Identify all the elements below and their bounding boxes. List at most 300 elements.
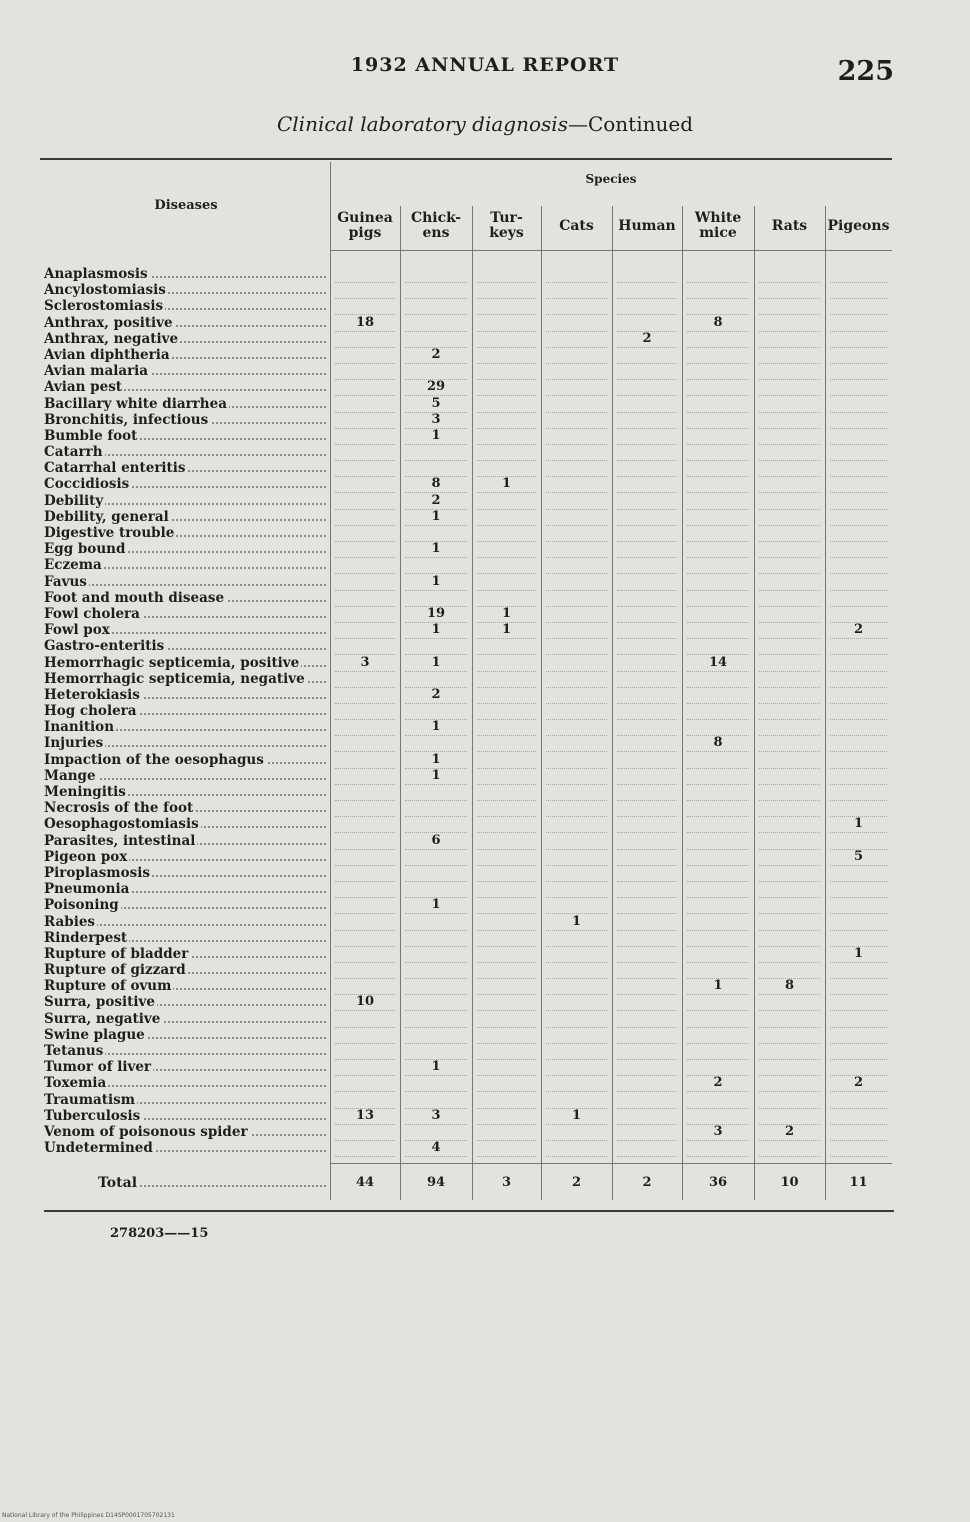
cell-pigeons bbox=[830, 590, 887, 607]
cell-white-mice: 8 bbox=[687, 315, 749, 332]
disease-name: Necrosis of the foot bbox=[44, 800, 194, 817]
disease-name: Tumor of liver bbox=[44, 1059, 152, 1076]
table-row bbox=[44, 849, 892, 865]
cell-rats bbox=[759, 428, 820, 445]
cell-white-mice bbox=[687, 282, 749, 299]
table-row bbox=[44, 946, 892, 962]
disease-name: Injuries bbox=[44, 735, 104, 752]
cell-chickens bbox=[405, 914, 467, 931]
cell-rats bbox=[759, 315, 820, 332]
cell-turkeys bbox=[477, 703, 536, 720]
cell-human bbox=[617, 557, 677, 574]
cell-chickens bbox=[405, 671, 467, 688]
cell-white-mice bbox=[687, 298, 749, 315]
table-row bbox=[44, 1043, 892, 1059]
cell-guinea-pigs bbox=[335, 574, 395, 591]
cell-turkeys bbox=[477, 897, 536, 914]
table-row bbox=[44, 525, 892, 541]
cell-human bbox=[617, 1059, 677, 1076]
cell-white-mice bbox=[687, 784, 749, 801]
disease-label bbox=[44, 541, 328, 557]
disease-name: Anthrax, negative bbox=[44, 330, 179, 347]
cell-rats bbox=[759, 606, 820, 623]
cell-chickens bbox=[405, 638, 467, 655]
cell-chickens: 4 bbox=[405, 1140, 467, 1157]
cell-rats bbox=[759, 266, 820, 283]
cell-human bbox=[617, 800, 677, 817]
cell-pigeons: 1 bbox=[830, 816, 887, 833]
disease-rows bbox=[44, 266, 892, 1156]
disease-name: Bronchitis, infectious bbox=[44, 411, 209, 428]
cell-pigeons bbox=[830, 1027, 887, 1044]
disease-label bbox=[44, 493, 328, 509]
cell-pigeons bbox=[830, 930, 887, 947]
cell-white-mice bbox=[687, 363, 749, 380]
cell-cats bbox=[546, 622, 607, 639]
cell-human bbox=[617, 622, 677, 639]
cell-white-mice: 2 bbox=[687, 1075, 749, 1092]
cell-chickens: 29 bbox=[405, 379, 467, 396]
cell-rats bbox=[759, 865, 820, 882]
table-row bbox=[44, 768, 892, 784]
diseases-column-header: Diseases bbox=[154, 198, 218, 213]
disease-label bbox=[44, 396, 328, 412]
cell-guinea-pigs bbox=[335, 1124, 395, 1141]
cell-pigeons bbox=[830, 509, 887, 526]
cell-pigeons bbox=[830, 525, 887, 542]
disease-name: Fowl cholera bbox=[44, 605, 140, 622]
cell-pigeons bbox=[830, 347, 887, 364]
disease-label bbox=[44, 1027, 328, 1043]
cell-turkeys bbox=[477, 1124, 536, 1141]
cell-chickens: 1 bbox=[405, 897, 467, 914]
cell-turkeys bbox=[477, 735, 536, 752]
cell-guinea-pigs bbox=[335, 444, 395, 461]
cell-pigeons bbox=[830, 444, 887, 461]
cell-cats: 1 bbox=[546, 1108, 607, 1125]
table-row bbox=[44, 476, 892, 492]
disease-name: Tuberculosis bbox=[44, 1107, 141, 1124]
cell-cats bbox=[546, 816, 607, 833]
cell-cats bbox=[546, 476, 607, 493]
cell-cats bbox=[546, 962, 607, 979]
cell-human bbox=[617, 719, 677, 736]
cell-cats bbox=[546, 1043, 607, 1060]
disease-name: Impaction of the oesophagus bbox=[44, 751, 264, 768]
cell-white-mice bbox=[687, 557, 749, 574]
disease-name: Pigeon pox bbox=[44, 848, 128, 865]
disease-name: Hemorrhagic septicemia, positive bbox=[44, 654, 300, 671]
cell-white-mice bbox=[687, 1011, 749, 1028]
cell-human bbox=[617, 541, 677, 558]
cell-turkeys bbox=[477, 493, 536, 510]
cell-rats bbox=[759, 671, 820, 688]
disease-label bbox=[44, 1092, 328, 1108]
cell-rats bbox=[759, 557, 820, 574]
cell-guinea-pigs bbox=[335, 865, 395, 882]
disease-label bbox=[44, 881, 328, 897]
cell-cats bbox=[546, 1124, 607, 1141]
table-row bbox=[44, 784, 892, 800]
cell-chickens: 2 bbox=[405, 687, 467, 704]
disease-label bbox=[44, 735, 328, 751]
cell-white-mice bbox=[687, 266, 749, 283]
cell-turkeys bbox=[477, 363, 536, 380]
disease-name: Rupture of gizzard bbox=[44, 962, 186, 979]
cell-turkeys bbox=[477, 800, 536, 817]
disease-label bbox=[44, 800, 328, 816]
cell-rats bbox=[759, 622, 820, 639]
cell-turkeys bbox=[477, 444, 536, 461]
cell-white-mice bbox=[687, 865, 749, 882]
cell-cats bbox=[546, 460, 607, 477]
cell-chickens bbox=[405, 865, 467, 882]
cell-human bbox=[617, 1027, 677, 1044]
disease-label bbox=[44, 719, 328, 735]
cell-pigeons bbox=[830, 1011, 887, 1028]
table-row bbox=[44, 655, 892, 671]
cell-turkeys bbox=[477, 509, 536, 526]
cell-pigeons bbox=[830, 460, 887, 477]
cell-rats bbox=[759, 460, 820, 477]
report-title: 1932 ANNUAL REPORT bbox=[350, 54, 620, 76]
column-header-white-mice: White mice bbox=[694, 210, 742, 241]
table-row bbox=[44, 671, 892, 687]
cell-cats bbox=[546, 541, 607, 558]
cell-turkeys bbox=[477, 1108, 536, 1125]
disease-label bbox=[44, 331, 328, 347]
cell-human bbox=[617, 833, 677, 850]
cell-pigeons bbox=[830, 476, 887, 493]
cell-white-mice bbox=[687, 347, 749, 364]
cell-rats bbox=[759, 476, 820, 493]
table-row bbox=[44, 396, 892, 412]
cell-chickens bbox=[405, 590, 467, 607]
cell-pigeons bbox=[830, 412, 887, 429]
cell-turkeys: 1 bbox=[477, 622, 536, 639]
cell-cats bbox=[546, 671, 607, 688]
species-group-header: Species bbox=[585, 172, 637, 186]
cell-cats bbox=[546, 557, 607, 574]
cell-turkeys bbox=[477, 655, 536, 672]
cell-pigeons: 5 bbox=[830, 849, 887, 866]
cell-chickens bbox=[405, 444, 467, 461]
table-row bbox=[44, 282, 892, 298]
cell-rats bbox=[759, 541, 820, 558]
disease-name: Foot and mouth disease bbox=[44, 589, 225, 606]
cell-human bbox=[617, 735, 677, 752]
table-row bbox=[44, 881, 892, 897]
cell-cats bbox=[546, 396, 607, 413]
disease-name: Bumble foot bbox=[44, 427, 138, 444]
cell-chickens: 5 bbox=[405, 396, 467, 413]
disease-name: Avian diphtheria bbox=[44, 346, 170, 363]
disease-label bbox=[44, 768, 328, 784]
cell-cats bbox=[546, 315, 607, 332]
disease-label bbox=[44, 978, 328, 994]
cell-cats: 1 bbox=[546, 914, 607, 931]
cell-chickens bbox=[405, 994, 467, 1011]
cell-turkeys bbox=[477, 1027, 536, 1044]
disease-name: Favus bbox=[44, 573, 87, 590]
cell-chickens bbox=[405, 266, 467, 283]
cell-white-mice bbox=[687, 525, 749, 542]
table-row bbox=[44, 914, 892, 930]
table-row bbox=[44, 557, 892, 573]
cell-human bbox=[617, 493, 677, 510]
table-row bbox=[44, 347, 892, 363]
cell-rats bbox=[759, 493, 820, 510]
cell-chickens: 19 bbox=[405, 606, 467, 623]
cell-pigeons: 2 bbox=[830, 622, 887, 639]
cell-human bbox=[617, 525, 677, 542]
disease-name: Piroplasmosis bbox=[44, 864, 150, 881]
cell-pigeons bbox=[830, 1043, 887, 1060]
cell-white-mice bbox=[687, 849, 749, 866]
cell-white-mice bbox=[687, 476, 749, 493]
cell-chickens bbox=[405, 978, 467, 995]
disease-label bbox=[44, 574, 328, 590]
cell-rats bbox=[759, 881, 820, 898]
cell-rats bbox=[759, 833, 820, 850]
cell-chickens: 3 bbox=[405, 1108, 467, 1125]
disease-label bbox=[44, 930, 328, 946]
cell-white-mice bbox=[687, 396, 749, 413]
cell-guinea-pigs bbox=[335, 363, 395, 380]
cell-pigeons bbox=[830, 897, 887, 914]
cell-human bbox=[617, 1092, 677, 1109]
cell-chickens bbox=[405, 946, 467, 963]
table-row bbox=[44, 428, 892, 444]
cell-white-mice bbox=[687, 428, 749, 445]
cell-pigeons bbox=[830, 541, 887, 558]
cell-guinea-pigs bbox=[335, 606, 395, 623]
cell-chickens bbox=[405, 1124, 467, 1141]
total-row bbox=[44, 1168, 892, 1198]
cell-human bbox=[617, 1124, 677, 1141]
cell-cats bbox=[546, 1027, 607, 1044]
disease-label bbox=[44, 379, 328, 395]
cell-chickens: 1 bbox=[405, 509, 467, 526]
cell-cats bbox=[546, 331, 607, 348]
cell-cats bbox=[546, 347, 607, 364]
cell-guinea-pigs bbox=[335, 1027, 395, 1044]
table-row bbox=[44, 298, 892, 314]
disease-name: Ancylostomiasis bbox=[44, 282, 166, 299]
cell-white-mice: 1 bbox=[687, 978, 749, 995]
cell-human bbox=[617, 655, 677, 672]
cell-human bbox=[617, 298, 677, 315]
disease-name: Digestive trouble bbox=[44, 525, 175, 541]
cell-white-mice bbox=[687, 541, 749, 558]
disease-label bbox=[44, 266, 328, 282]
cell-guinea-pigs bbox=[335, 638, 395, 655]
cell-human bbox=[617, 930, 677, 947]
cell-white-mice bbox=[687, 460, 749, 477]
total-chickens: 94 bbox=[426, 1175, 446, 1190]
cell-rats bbox=[759, 1108, 820, 1125]
cell-turkeys bbox=[477, 428, 536, 445]
cell-guinea-pigs bbox=[335, 946, 395, 963]
cell-guinea-pigs bbox=[335, 1043, 395, 1060]
cell-pigeons bbox=[830, 1108, 887, 1125]
table-row bbox=[44, 865, 892, 881]
cell-guinea-pigs bbox=[335, 396, 395, 413]
cell-chickens: 8 bbox=[405, 476, 467, 493]
cell-rats bbox=[759, 347, 820, 364]
cell-turkeys bbox=[477, 460, 536, 477]
cell-chickens bbox=[405, 1011, 467, 1028]
cell-chickens bbox=[405, 816, 467, 833]
cell-white-mice bbox=[687, 1043, 749, 1060]
cell-rats bbox=[759, 914, 820, 931]
cell-cats bbox=[546, 784, 607, 801]
disease-label bbox=[44, 509, 328, 525]
cell-rats bbox=[759, 1043, 820, 1060]
table-row bbox=[44, 978, 892, 994]
disease-label bbox=[44, 315, 328, 331]
cell-chickens: 1 bbox=[405, 1059, 467, 1076]
disease-name: Egg bound bbox=[44, 541, 126, 558]
cell-human bbox=[617, 978, 677, 995]
cell-chickens bbox=[405, 881, 467, 898]
cell-white-mice bbox=[687, 946, 749, 963]
disease-name: Rabies bbox=[44, 913, 96, 930]
cell-chickens bbox=[405, 363, 467, 380]
cell-guinea-pigs bbox=[335, 266, 395, 283]
total-rats: 10 bbox=[780, 1175, 799, 1190]
cell-pigeons bbox=[830, 298, 887, 315]
disease-name: Venom of poisonous spider bbox=[44, 1123, 248, 1140]
cell-white-mice bbox=[687, 493, 749, 510]
table-row bbox=[44, 590, 892, 606]
cell-pigeons: 1 bbox=[830, 946, 887, 963]
cell-human bbox=[617, 412, 677, 429]
disease-name: Oesophagostomiasis bbox=[44, 816, 199, 833]
caption-continued: —Continued bbox=[567, 112, 694, 136]
header-separator bbox=[330, 250, 892, 251]
cell-human bbox=[617, 379, 677, 396]
cell-chickens bbox=[405, 800, 467, 817]
cell-rats: 2 bbox=[759, 1124, 820, 1141]
cell-pigeons bbox=[830, 719, 887, 736]
cell-cats bbox=[546, 735, 607, 752]
table-row bbox=[44, 331, 892, 347]
cell-guinea-pigs bbox=[335, 719, 395, 736]
disease-label bbox=[44, 671, 328, 687]
disease-label bbox=[44, 752, 328, 768]
cell-turkeys bbox=[477, 687, 536, 704]
table-row bbox=[44, 460, 892, 476]
cell-human bbox=[617, 428, 677, 445]
cell-pigeons bbox=[830, 962, 887, 979]
cell-chickens bbox=[405, 525, 467, 542]
cell-turkeys bbox=[477, 1043, 536, 1060]
cell-turkeys bbox=[477, 833, 536, 850]
cell-chickens bbox=[405, 1027, 467, 1044]
cell-pigeons bbox=[830, 493, 887, 510]
cell-guinea-pigs bbox=[335, 493, 395, 510]
cell-guinea-pigs bbox=[335, 687, 395, 704]
total-label-text: Total bbox=[44, 1175, 139, 1191]
cell-white-mice bbox=[687, 881, 749, 898]
table-row bbox=[44, 266, 892, 282]
cell-rats bbox=[759, 1092, 820, 1109]
table-row bbox=[44, 574, 892, 590]
disease-label bbox=[44, 282, 328, 298]
table-row bbox=[44, 1140, 892, 1156]
disease-name: Hog cholera bbox=[44, 703, 137, 720]
cell-turkeys bbox=[477, 865, 536, 882]
table-row bbox=[44, 638, 892, 654]
cell-turkeys bbox=[477, 557, 536, 574]
disease-label bbox=[44, 994, 328, 1010]
cell-pigeons bbox=[830, 978, 887, 995]
cell-human bbox=[617, 282, 677, 299]
print-code: 278203——15 bbox=[110, 1226, 209, 1241]
disease-name: Bacillary white diarrhea bbox=[44, 395, 227, 412]
disease-label bbox=[44, 347, 328, 363]
cell-pigeons bbox=[830, 994, 887, 1011]
cell-guinea-pigs bbox=[335, 622, 395, 639]
cell-cats bbox=[546, 946, 607, 963]
cell-turkeys bbox=[477, 978, 536, 995]
cell-guinea-pigs bbox=[335, 1140, 395, 1157]
cell-rats bbox=[759, 994, 820, 1011]
cell-white-mice bbox=[687, 719, 749, 736]
cell-rats bbox=[759, 719, 820, 736]
table-row bbox=[44, 897, 892, 913]
cell-chickens: 1 bbox=[405, 574, 467, 591]
cell-cats bbox=[546, 428, 607, 445]
cell-turkeys bbox=[477, 930, 536, 947]
cell-rats bbox=[759, 752, 820, 769]
cell-human bbox=[617, 881, 677, 898]
cell-rats bbox=[759, 962, 820, 979]
cell-white-mice bbox=[687, 930, 749, 947]
disease-name: Debility bbox=[44, 492, 104, 509]
cell-rats bbox=[759, 687, 820, 704]
cell-pigeons bbox=[830, 687, 887, 704]
cell-white-mice bbox=[687, 638, 749, 655]
cell-cats bbox=[546, 703, 607, 720]
table-row bbox=[44, 1124, 892, 1140]
cell-pigeons bbox=[830, 768, 887, 785]
disease-label bbox=[44, 816, 328, 832]
cell-pigeons bbox=[830, 735, 887, 752]
cell-chickens bbox=[405, 460, 467, 477]
cell-chickens: 1 bbox=[405, 719, 467, 736]
cell-rats: 8 bbox=[759, 978, 820, 995]
disease-name: Catarrhal enteritis bbox=[44, 460, 186, 477]
cell-guinea-pigs bbox=[335, 784, 395, 801]
cell-rats bbox=[759, 800, 820, 817]
table-row bbox=[44, 816, 892, 832]
table-row bbox=[44, 687, 892, 703]
cell-turkeys bbox=[477, 1092, 536, 1109]
cell-turkeys bbox=[477, 914, 536, 931]
cell-white-mice bbox=[687, 914, 749, 931]
cell-human bbox=[617, 444, 677, 461]
cell-turkeys bbox=[477, 994, 536, 1011]
cell-guinea-pigs bbox=[335, 460, 395, 477]
cell-rats bbox=[759, 331, 820, 348]
cell-human bbox=[617, 476, 677, 493]
table-row bbox=[44, 800, 892, 816]
cell-turkeys bbox=[477, 315, 536, 332]
disease-name: Coccidiosis bbox=[44, 476, 130, 493]
cell-human bbox=[617, 687, 677, 704]
